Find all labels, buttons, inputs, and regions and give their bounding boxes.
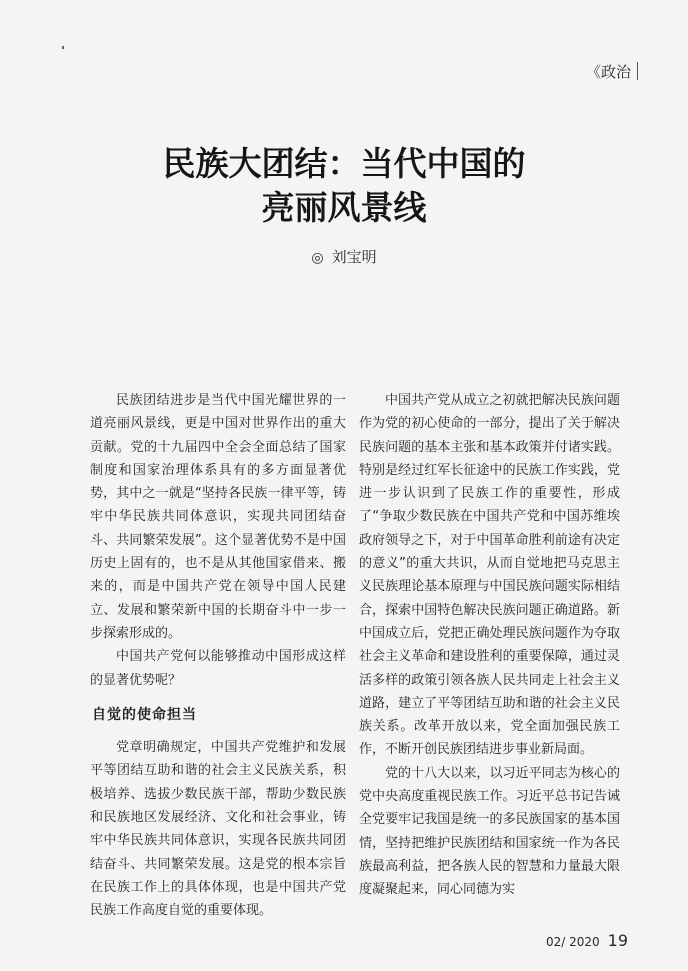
section-divider (637, 62, 638, 80)
article-title-line-1: 民族大团结：当代中国的 (162, 144, 526, 183)
right-column (359, 389, 620, 902)
paragraph: 党章明确规定，中国共产党维护和发展平等团结互助和谐的社会主义民族关系，积极培养、选拔少数民族干部，帮助少数民族和民族地区发展经济、文化和社会事业，铸牢中华民族共同体意识，实现各民族共同团结奋斗、共同繁荣发展。这是党的根本宗旨在民族工作上的具体体现，也是中国共产党民族工作高度自觉的重要体现。 (90, 740, 346, 919)
author-name: 刘宝明 (331, 248, 377, 266)
paragraph: 党的十八大以来，以习近平同志为核心的党中央高度重视民族工作。习近平总书记告诫全党要牢记我国是统一的多民族国家的基本国情，坚持把维护民族团结和国家统一作为各民族最高利益，把各族人民的智慧和力量最大限度凝聚起来，同心同德为实 (359, 765, 620, 898)
article-title (0, 142, 688, 230)
paragraph: 中国共产党从成立之初就把解决民族问题作为党的初心使命的一部分，提出了关于解决民族问题的基本主张和基本政策并付诸实践。特别是经过红军长征途中的民族工作实践，党进一步认识到了民族工作的重要性，形成了“争取少数民族在中国共产党和中国苏维埃政府领导之下，对于中国革命胜利前途有决定的意义”的重大共识，从而自觉地把马克思主义民族理论基本原理与中国民族问题实际相结合，探索中国特色解决民族问题正确道路。新中国成立后，党把正确处理民族问题作为夺取社会主义革命和建设胜利的重要保障，通过灵活多样的政策引领各族人民共同走上社会主义道路，建立了平等团结互助和谐的社会主义民族关系。改革开放以来，党全面加强民族工作，不断开创民族团结进步事业新局面。 (359, 393, 620, 758)
byline (0, 246, 688, 267)
paragraph: 中国共产党何以能够推动中国形成这样的显著优势呢？ (90, 649, 346, 688)
paragraph: 民族团结进步是当代中国光耀世界的一道亮丽风景线，更是中国对世界作出的重大贡献。党的十九届四中全会全面总结了国家制度和国家治理体系具有的多方面显著优势，其中之一就是“坚持各民族一律平等，铸牢中华民族共同体意识，实现共同团结奋斗、共同繁荣发展”。这个显著优势不是中国历史上固有的，也不是从其他国家借来、搬来的，而是中国共产党在领导中国人民建立、发展和繁荣新中国的长期奋斗中一步一步探索形成的。 (90, 393, 346, 641)
issue-number: 02/ 2020 (545, 935, 600, 949)
scan-speck (62, 46, 64, 49)
article-title-line-2: 亮丽风景线 (261, 188, 427, 227)
double-chevron-icon: 《 (585, 62, 599, 81)
left-column (90, 389, 346, 923)
section-heading: 自觉的使命担当 (92, 706, 197, 723)
page-footer (546, 931, 628, 950)
byline-mark-icon: ◎ (311, 250, 324, 266)
page-number: 19 (607, 931, 628, 950)
section-name: 政治 (600, 62, 631, 81)
section-tag (586, 60, 638, 82)
